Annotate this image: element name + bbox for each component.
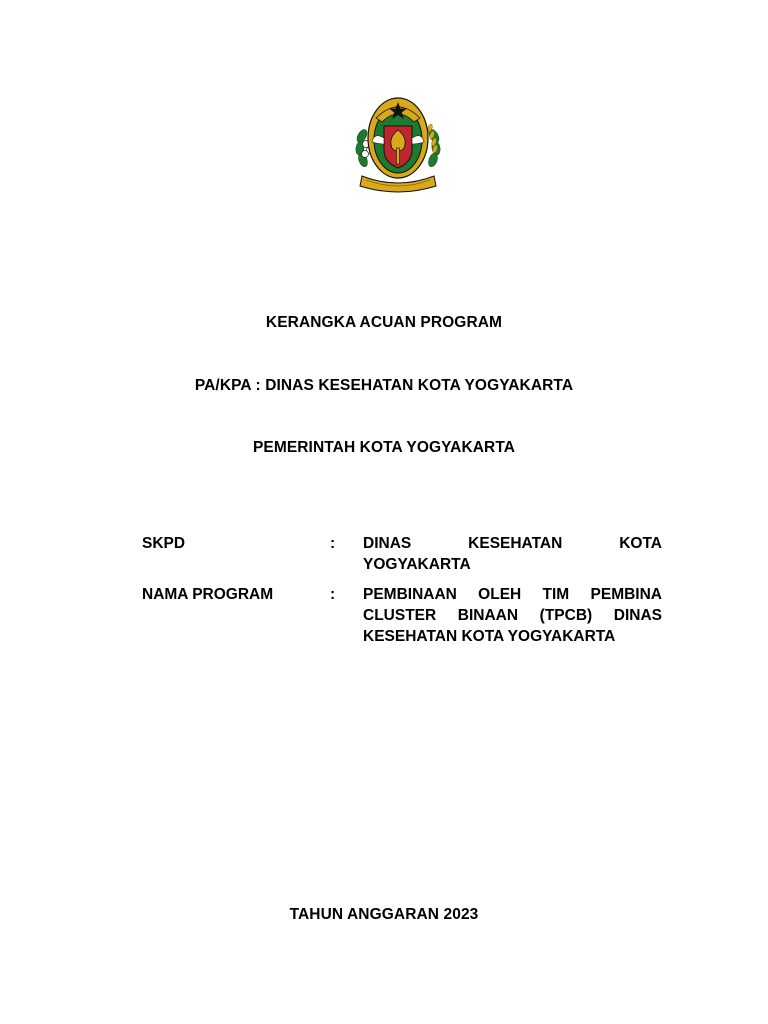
fiscal-year: TAHUN ANGGARAN 2023 — [289, 906, 479, 923]
field-label: NAMA PROGRAM — [142, 586, 274, 603]
document-title: KERANGKA ACUAN PROGRAM — [265, 314, 503, 331]
government-name: PEMERINTAH KOTA YOGYAKARTA — [252, 439, 516, 456]
field-separator: : — [330, 586, 336, 603]
field-program-name — [142, 584, 662, 655]
city-emblem-icon — [352, 88, 444, 196]
field-label: SKPD — [142, 535, 186, 552]
pa-kpa-line: PA/KPA : DINAS KESEHATAN KOTA YOGYAKARTA — [194, 377, 574, 394]
field-skpd — [142, 533, 662, 583]
field-separator: : — [330, 535, 336, 552]
field-value: DINAS KESEHATAN KOTA YOGYAKARTA — [363, 535, 662, 573]
field-value: PEMBINAAN OLEH TIM PEMBINA CLUSTER BINAAN (TPCB) DINAS KESEHATAN KOTA YOGYAKARTA — [363, 586, 662, 645]
